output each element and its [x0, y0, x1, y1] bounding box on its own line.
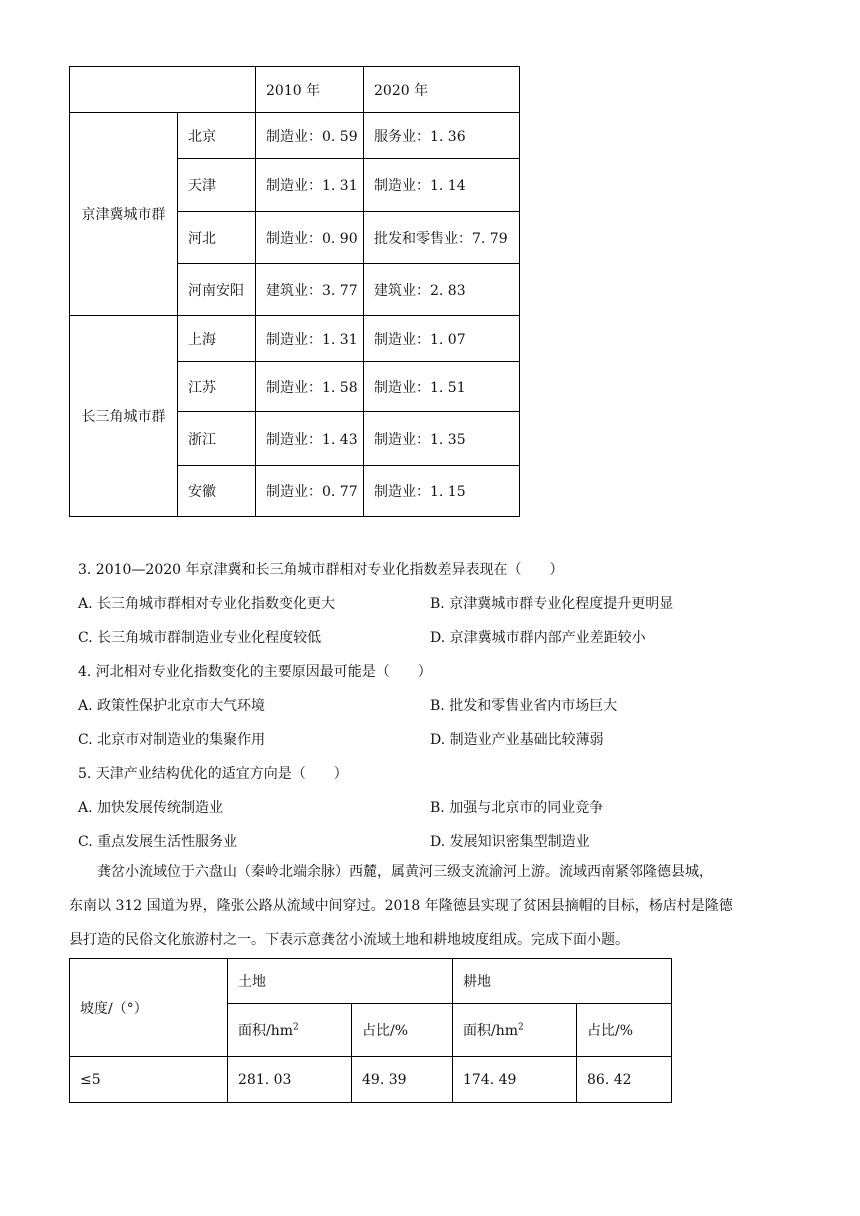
region-cell: 天津 — [178, 159, 256, 212]
passage-line: 龚岔小流域位于六盘山（秦岭北端余脉）西麓，属黄河三级支流渝河上游。流域西南紧邻隆德县城， — [69, 864, 713, 880]
value-2010-cell: 制造业：1. 31 — [256, 159, 364, 212]
land-ratio-cell: 49. 39 — [352, 1057, 453, 1103]
question-4-option-d: D. 制造业产业基础比较薄弱 — [430, 732, 604, 748]
question-5-option-c: C. 重点发展生活性服务业 — [78, 834, 238, 850]
farmland-area-cell: 174. 49 — [453, 1057, 577, 1103]
question-4-option-c: C. 北京市对制造业的集聚作用 — [78, 732, 266, 748]
table1-header-2020: 2020 年 — [364, 67, 520, 113]
question-3-option-b: B. 京津冀城市群专业化程度提升更明显 — [430, 596, 674, 612]
passage — [69, 855, 781, 957]
question-4-stem: 4. 河北相对专业化指数变化的主要原因最可能是（ ） — [78, 664, 432, 680]
region-cell: 浙江 — [178, 412, 256, 466]
farmland-ratio-header: 占比/% — [577, 1004, 672, 1057]
land-area-cell: 281. 03 — [228, 1057, 352, 1103]
question-4-option-a: A. 政策性保护北京市大气环境 — [78, 698, 266, 714]
land-area-header — [228, 1004, 352, 1057]
slope-header: 坡度/（°） — [70, 959, 228, 1057]
value-2010-cell: 制造业：1. 58 — [256, 362, 364, 412]
value-2020-cell: 制造业：1. 07 — [364, 316, 520, 362]
farmland-area-header — [453, 1004, 577, 1057]
table1-blank-header — [70, 67, 256, 113]
area-unit-superscript: 2 — [293, 1022, 299, 1033]
value-2010-cell: 制造业：1. 31 — [256, 316, 364, 362]
value-2020-cell: 服务业：1. 36 — [364, 113, 520, 159]
value-2010-cell: 制造业：0. 77 — [256, 466, 364, 517]
question-3-stem: 3. 2010—2020 年京津冀和长三角城市群相对专业化指数差异表现在（ ） — [78, 562, 564, 578]
question-5-option-a: A. 加快发展传统制造业 — [78, 800, 224, 816]
region-cell: 江苏 — [178, 362, 256, 412]
question-5-option-d: D. 发展知识密集型制造业 — [430, 834, 590, 850]
value-2020-cell: 制造业：1. 51 — [364, 362, 520, 412]
farmland-header: 耕地 — [453, 959, 672, 1004]
value-2020-cell: 制造业：1. 14 — [364, 159, 520, 212]
region-cell: 安徽 — [178, 466, 256, 517]
farmland-ratio-cell: 86. 42 — [577, 1057, 672, 1103]
question-3-option-d: D. 京津冀城市群内部产业差距较小 — [430, 630, 646, 646]
industry-specialization-table — [69, 66, 520, 517]
group-name-jingjinji: 京津冀城市群 — [70, 113, 178, 316]
value-2020-cell: 建筑业：2. 83 — [364, 264, 520, 316]
region-cell: 河北 — [178, 212, 256, 264]
land-header: 土地 — [228, 959, 453, 1004]
passage-line: 县打造的民俗文化旅游村之一。下表示意龚岔小流域土地和耕地坡度组成。完成下面小题。 — [69, 932, 629, 948]
table1-header-2010: 2010 年 — [256, 67, 364, 113]
value-2020-cell: 批发和零售业：7. 79 — [364, 212, 520, 264]
question-3-option-a: A. 长三角城市群相对专业化指数变化更大 — [78, 596, 336, 612]
question-5-option-b: B. 加强与北京市的同业竞争 — [430, 800, 604, 816]
value-2010-cell: 建筑业：3. 77 — [256, 264, 364, 316]
value-2020-cell: 制造业：1. 35 — [364, 412, 520, 466]
passage-line: 东南以 312 国道为界，隆张公路从流域中间穿过。2018 年隆德县实现了贫困县摘帽的目标，杨店村是隆德 — [69, 898, 733, 914]
group-name-yangtze-delta: 长三角城市群 — [70, 316, 178, 517]
value-2020-cell: 制造业：1. 15 — [364, 466, 520, 517]
slope-cell: ≤5 — [70, 1057, 228, 1103]
region-cell: 上海 — [178, 316, 256, 362]
value-2010-cell: 制造业：1. 43 — [256, 412, 364, 466]
question-5-stem: 5. 天津产业结构优化的适宜方向是（ ） — [78, 766, 348, 782]
land-ratio-header: 占比/% — [352, 1004, 453, 1057]
region-cell: 北京 — [178, 113, 256, 159]
question-3-option-c: C. 长三角城市群制造业专业化程度较低 — [78, 630, 322, 646]
area-label: 面积/hm — [463, 1023, 519, 1039]
slope-composition-table — [69, 958, 672, 1103]
value-2010-cell: 制造业：0. 59 — [256, 113, 364, 159]
region-cell: 河南安阳 — [178, 264, 256, 316]
area-unit-superscript: 2 — [518, 1022, 524, 1033]
area-label: 面积/hm — [238, 1023, 294, 1039]
question-4-option-b: B. 批发和零售业省内市场巨大 — [430, 698, 618, 714]
value-2010-cell: 制造业：0. 90 — [256, 212, 364, 264]
